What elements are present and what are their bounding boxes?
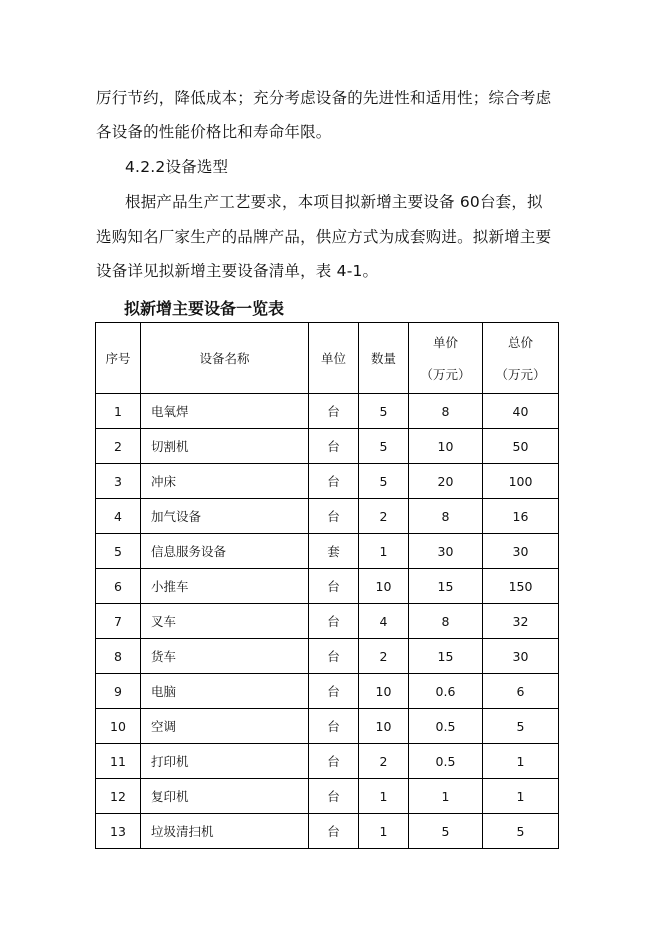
cell-qty: 2 — [359, 639, 409, 674]
cell-total: 1 — [483, 779, 559, 814]
header-price-label: 单价 — [432, 335, 458, 350]
cell-name: 冲床 — [141, 464, 309, 499]
header-name: 设备名称 — [141, 323, 309, 394]
paragraph-line-5: 设备详见拟新增主要设备清单，表 4-1。 — [96, 262, 379, 280]
table-row — [96, 534, 559, 569]
cell-name: 电脑 — [141, 674, 309, 709]
cell-unit: 台 — [309, 639, 359, 674]
header-total-label: 总价 — [507, 335, 533, 350]
cell-price: 8 — [409, 394, 483, 429]
cell-price: 10 — [409, 429, 483, 464]
header-total-unit: （万元） — [495, 367, 546, 382]
cell-qty: 2 — [359, 499, 409, 534]
cell-unit: 台 — [309, 464, 359, 499]
paragraph-line-4: 选购知名厂家生产的品牌产品，供应方式为成套购进。拟新增主要 — [96, 228, 552, 246]
cell-no: 11 — [96, 744, 141, 779]
header-unit: 单位 — [309, 323, 359, 394]
table-row — [96, 744, 559, 779]
cell-total: 5 — [483, 709, 559, 744]
cell-name: 复印机 — [141, 779, 309, 814]
cell-price: 1 — [409, 779, 483, 814]
cell-qty: 5 — [359, 394, 409, 429]
paragraph-line-2: 各设备的性能价格比和寿命年限。 — [96, 123, 332, 141]
cell-price: 8 — [409, 499, 483, 534]
cell-unit: 台 — [309, 394, 359, 429]
cell-no: 10 — [96, 709, 141, 744]
table-row — [96, 639, 559, 674]
cell-no: 6 — [96, 569, 141, 604]
cell-unit: 台 — [309, 814, 359, 849]
cell-no: 12 — [96, 779, 141, 814]
table-row — [96, 464, 559, 499]
cell-name: 货车 — [141, 639, 309, 674]
table-row — [96, 499, 559, 534]
equipment-table — [95, 322, 559, 849]
cell-qty: 5 — [359, 464, 409, 499]
cell-price: 30 — [409, 534, 483, 569]
cell-total: 30 — [483, 639, 559, 674]
cell-total: 32 — [483, 604, 559, 639]
cell-price: 0.5 — [409, 744, 483, 779]
cell-unit: 台 — [309, 499, 359, 534]
cell-qty: 10 — [359, 709, 409, 744]
cell-total: 150 — [483, 569, 559, 604]
cell-no: 3 — [96, 464, 141, 499]
header-price-unit: （万元） — [420, 367, 471, 382]
cell-name: 切割机 — [141, 429, 309, 464]
header-qty: 数量 — [359, 323, 409, 394]
cell-name: 信息服务设备 — [141, 534, 309, 569]
cell-name: 垃圾清扫机 — [141, 814, 309, 849]
table-row — [96, 814, 559, 849]
table-row — [96, 709, 559, 744]
cell-qty: 1 — [359, 779, 409, 814]
cell-qty: 1 — [359, 814, 409, 849]
header-no: 序号 — [96, 323, 141, 394]
cell-unit: 台 — [309, 569, 359, 604]
cell-unit: 台 — [309, 604, 359, 639]
cell-name: 小推车 — [141, 569, 309, 604]
paragraph-line-3: 根据产品生产工艺要求，本项目拟新增主要设备 60台套，拟 — [125, 193, 543, 211]
cell-qty: 10 — [359, 569, 409, 604]
cell-no: 8 — [96, 639, 141, 674]
cell-name: 加气设备 — [141, 499, 309, 534]
table-row — [96, 569, 559, 604]
cell-price: 0.6 — [409, 674, 483, 709]
table-row — [96, 429, 559, 464]
cell-qty: 2 — [359, 744, 409, 779]
cell-name: 空调 — [141, 709, 309, 744]
cell-total: 16 — [483, 499, 559, 534]
header-price — [409, 323, 483, 394]
cell-unit: 台 — [309, 674, 359, 709]
cell-price: 15 — [409, 569, 483, 604]
cell-name: 电氧焊 — [141, 394, 309, 429]
cell-no: 2 — [96, 429, 141, 464]
table-row — [96, 779, 559, 814]
cell-price: 0.5 — [409, 709, 483, 744]
section-heading: 4.2.2设备选型 — [125, 158, 229, 176]
cell-total: 100 — [483, 464, 559, 499]
cell-total: 5 — [483, 814, 559, 849]
paragraph-line-1: 厉行节约，降低成本；充分考虑设备的先进性和适用性；综合考虑 — [96, 89, 552, 107]
cell-no: 13 — [96, 814, 141, 849]
table-row — [96, 604, 559, 639]
table-row — [96, 394, 559, 429]
cell-qty: 1 — [359, 534, 409, 569]
cell-total: 6 — [483, 674, 559, 709]
cell-no: 4 — [96, 499, 141, 534]
table-title: 拟新增主要设备一览表 — [124, 299, 285, 318]
table-row — [96, 674, 559, 709]
cell-price: 5 — [409, 814, 483, 849]
cell-name: 叉车 — [141, 604, 309, 639]
cell-total: 30 — [483, 534, 559, 569]
cell-price: 20 — [409, 464, 483, 499]
cell-no: 9 — [96, 674, 141, 709]
cell-no: 5 — [96, 534, 141, 569]
header-total — [483, 323, 559, 394]
cell-price: 8 — [409, 604, 483, 639]
table-header-row — [96, 323, 559, 394]
cell-total: 50 — [483, 429, 559, 464]
cell-unit: 台 — [309, 429, 359, 464]
cell-no: 1 — [96, 394, 141, 429]
cell-price: 15 — [409, 639, 483, 674]
cell-unit: 台 — [309, 744, 359, 779]
cell-name: 打印机 — [141, 744, 309, 779]
cell-no: 7 — [96, 604, 141, 639]
cell-unit: 套 — [309, 534, 359, 569]
cell-qty: 5 — [359, 429, 409, 464]
cell-unit: 台 — [309, 709, 359, 744]
cell-unit: 台 — [309, 779, 359, 814]
cell-qty: 10 — [359, 674, 409, 709]
cell-qty: 4 — [359, 604, 409, 639]
cell-total: 1 — [483, 744, 559, 779]
cell-total: 40 — [483, 394, 559, 429]
